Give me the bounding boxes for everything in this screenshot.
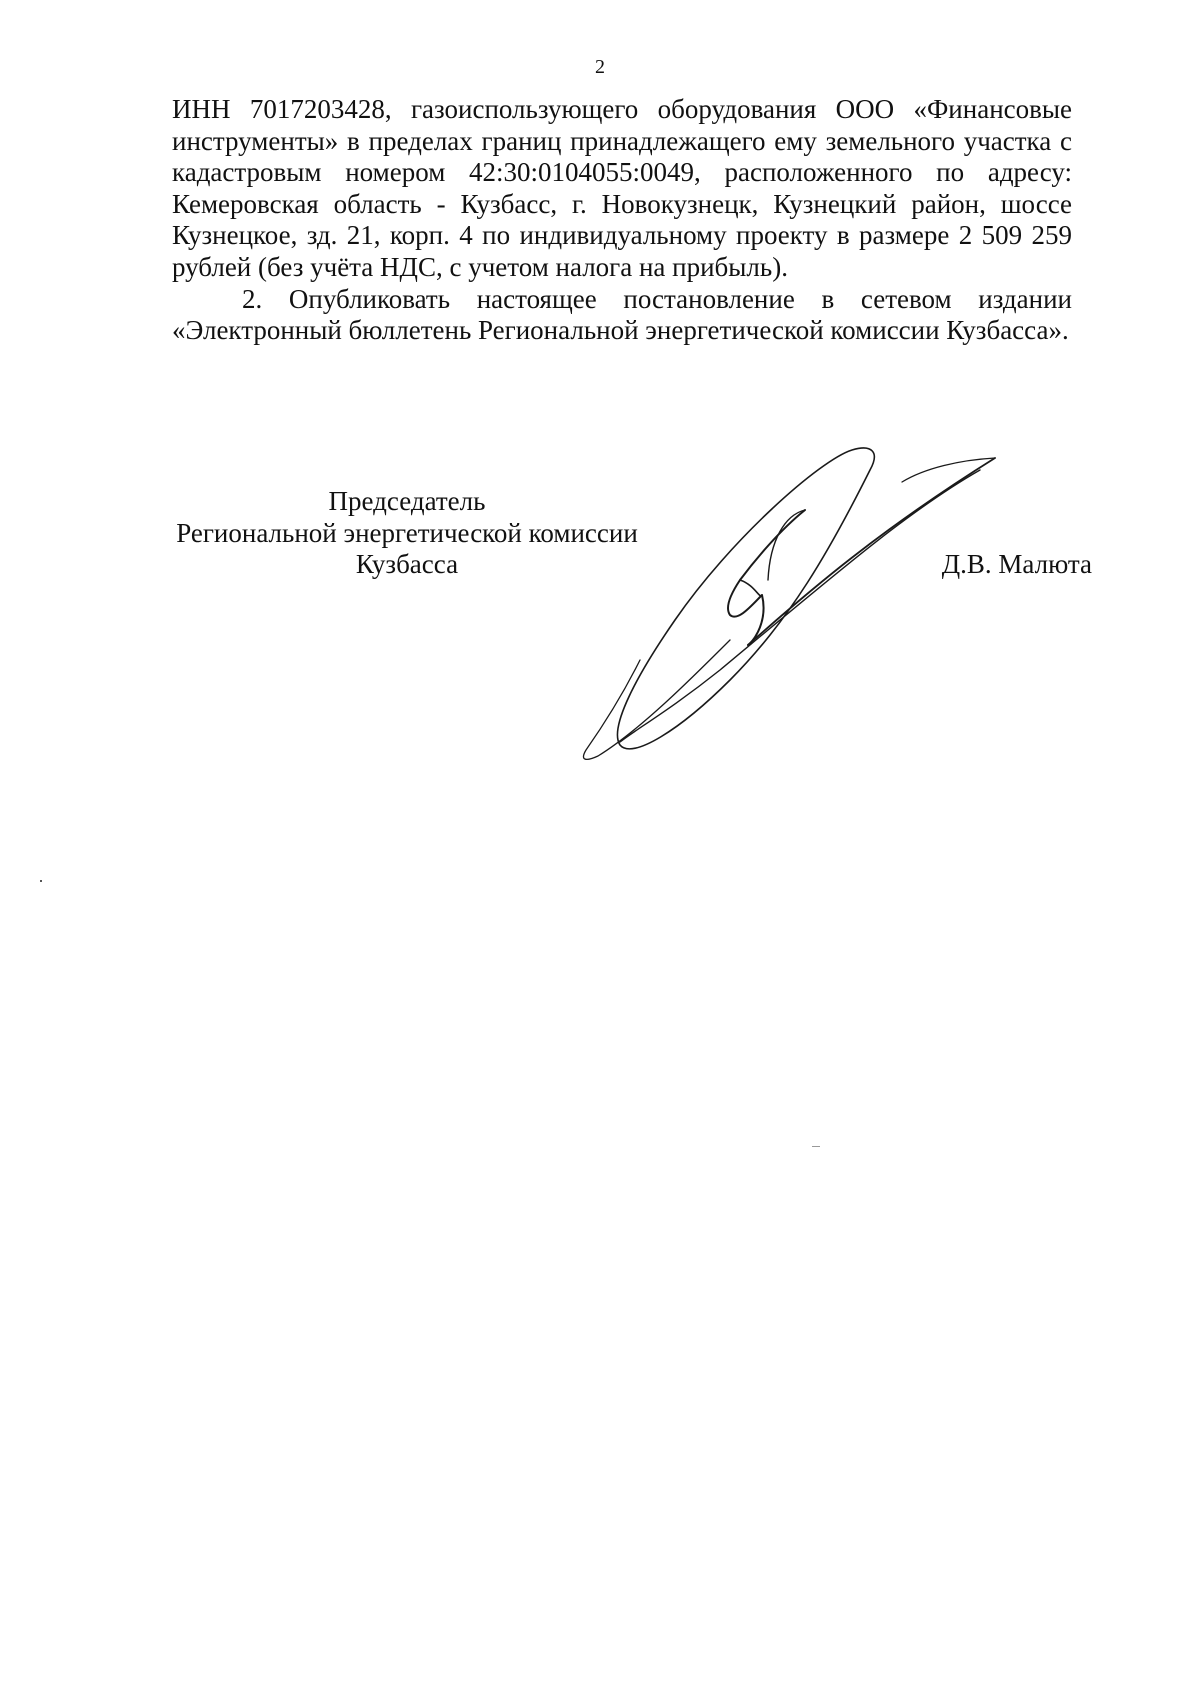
signer-title — [172, 486, 642, 581]
paragraph-continuation: ИНН 7017203428, газоиспользующего оборудования ООО «Финансовые инструменты» в пределах границ принадлежащего ему земельного участка с кадастровым номером 42:30:0104055:0049, расположенного по адресу: Кемеровская область - Кузбасс, г. Новокузнецк, Кузнецкий район, шоссе Кузнецкое, зд. 21, корп. 4 по индивидуальному проекту в размере 2 509 259 рублей (без учёта НДС, с учетом налога на прибыль). — [172, 94, 1072, 282]
paragraph-item-2: 2. Опубликовать настоящее постановление в сетевом издании «Электронный бюллетень Региональной энергетической комиссии Кузбасса». — [172, 283, 1072, 346]
scan-speck — [812, 1146, 820, 1147]
page-number: 2 — [595, 56, 605, 78]
signer-title-line-2: Региональной энергетической комиссии — [176, 517, 638, 548]
handwritten-signature-icon — [580, 430, 1010, 790]
document-body — [172, 94, 1072, 347]
scan-speck — [40, 880, 42, 882]
signer-name: Д.В. Малюта — [941, 549, 1092, 579]
signer-title-line-3: Кузбасса — [355, 549, 459, 580]
signer-title-line-1: Председатель — [328, 486, 486, 516]
